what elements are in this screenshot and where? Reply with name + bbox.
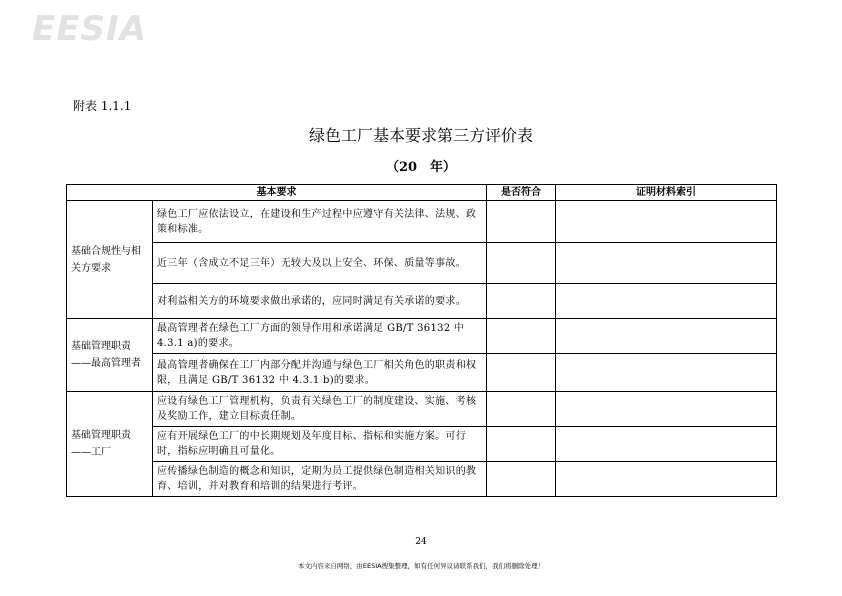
table-row — [67, 354, 777, 392]
year-subtitle: （20 年） — [385, 160, 457, 175]
table-header-row — [67, 185, 777, 201]
requirement-text: 绿色工厂应依法设立，在建设和生产过程中应遵守有关法律、法规、政策和标准。 — [153, 201, 487, 243]
requirement-text: 对利益相关方的环境要求做出承诺的，应同时满足有关承诺的要求。 — [153, 284, 487, 319]
header-evidence-index: 证明材料索引 — [556, 185, 777, 201]
compliance-cell[interactable] — [487, 243, 556, 284]
table-row — [67, 392, 777, 427]
requirement-text: 应传播绿色制造的概念和知识，定期为员工提供绿色制造相关知识的教育、培训，并对教育和培训的结果进行考评。 — [153, 462, 487, 497]
compliance-cell[interactable] — [487, 201, 556, 243]
requirement-text: 最高管理者确保在工厂内部分配并沟通与绿色工厂相关角色的职责和权限，且满足 GB/T 36132 中 4.3.1 b)的要求。 — [153, 354, 487, 392]
header-basic-requirements: 基本要求 — [67, 185, 487, 201]
evidence-cell[interactable] — [556, 319, 777, 354]
footer-disclaimer: 本文内容来自网络，由EESIA搜集整理，如有任何异议请联系我们，我们将删除处理！ — [297, 562, 545, 570]
requirement-text: 应设有绿色工厂管理机构，负责有关绿色工厂的制度建设、实施、考核及奖励工作，建立目标责任制。 — [153, 392, 487, 427]
compliance-cell[interactable] — [487, 284, 556, 319]
evidence-cell[interactable] — [556, 243, 777, 284]
evidence-cell[interactable] — [556, 284, 777, 319]
compliance-cell[interactable] — [487, 462, 556, 497]
compliance-cell[interactable] — [487, 354, 556, 392]
evidence-cell[interactable] — [556, 201, 777, 243]
category-factory-management: 基础管理职责——工厂 — [67, 392, 153, 497]
table-row — [67, 201, 777, 243]
appendix-label: 附表 1.1.1 — [73, 99, 132, 113]
compliance-cell[interactable] — [487, 392, 556, 427]
header-compliance: 是否符合 — [487, 185, 556, 201]
table-row — [67, 462, 777, 497]
evidence-cell[interactable] — [556, 462, 777, 497]
category-compliance-stakeholders: 基础合规性与相关方要求 — [67, 201, 153, 319]
table-row — [67, 427, 777, 462]
requirement-text: 最高管理者在绿色工厂方面的领导作用和承诺满足 GB/T 36132 中 4.3.1 a)的要求。 — [153, 319, 487, 354]
evidence-cell[interactable] — [556, 427, 777, 462]
evidence-cell[interactable] — [556, 392, 777, 427]
table-row — [67, 319, 777, 354]
page-number: 24 — [415, 537, 427, 547]
compliance-cell[interactable] — [487, 319, 556, 354]
requirement-text: 近三年（含成立不足三年）无较大及以上安全、环保、质量等事故。 — [153, 243, 487, 284]
page-title: 绿色工厂基本要求第三方评价表 — [308, 126, 533, 145]
category-top-management: 基础管理职责——最高管理者 — [67, 319, 153, 392]
table-row — [67, 243, 777, 284]
eesia-logo: EESIA — [32, 9, 147, 49]
requirement-text: 应有开展绿色工厂的中长期规划及年度目标、指标和实施方案。可行时，指标应明确且可量化。 — [153, 427, 487, 462]
compliance-cell[interactable] — [487, 427, 556, 462]
evaluation-table — [66, 184, 777, 497]
evidence-cell[interactable] — [556, 354, 777, 392]
table-row — [67, 284, 777, 319]
